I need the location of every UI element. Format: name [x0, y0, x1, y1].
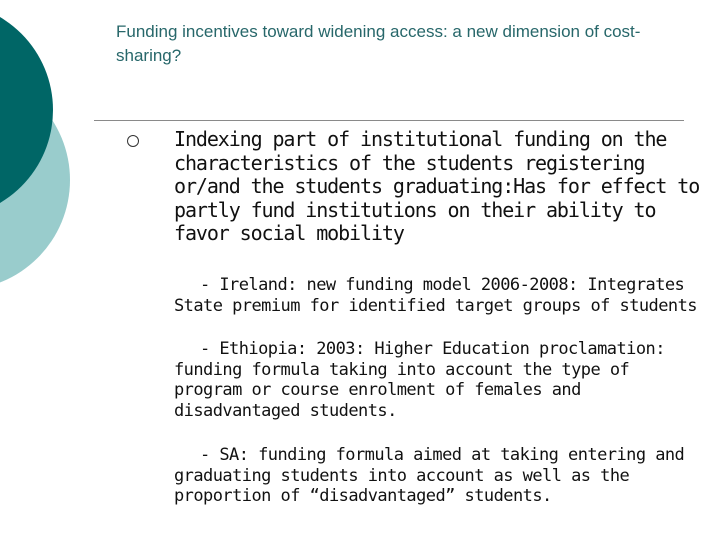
sub-item-ethiopia [174, 339, 704, 421]
title-divider [94, 120, 684, 121]
sub-item-sa [174, 445, 704, 507]
sub-item-ireland [174, 275, 704, 316]
bullet-main-text: Indexing part of institutional funding on the characteristics of the students registering or/and the students graduating:Has for effect to partly fund institutions on their ability to favor social mobility [174, 127, 700, 245]
sub-item-text: - Ireland: new funding model 2006-2008: Integrates State premium for identified target groups of students [174, 275, 697, 316]
slide-title: Funding incentives toward widening access: a new dimension of cost-sharing? [116, 22, 641, 65]
sub-item-text: - Ethiopia: 2003: Higher Education proclamation: funding formula taking into account the type of program or course enrolment of females and disadvantaged students. [174, 339, 665, 421]
sub-item-text: - SA: funding formula aimed at taking entering and graduating students into account as well as the proportion of “disadvantaged” students. [174, 445, 685, 506]
decorative-circles [0, 0, 120, 300]
bullet-circle-icon [127, 135, 139, 147]
